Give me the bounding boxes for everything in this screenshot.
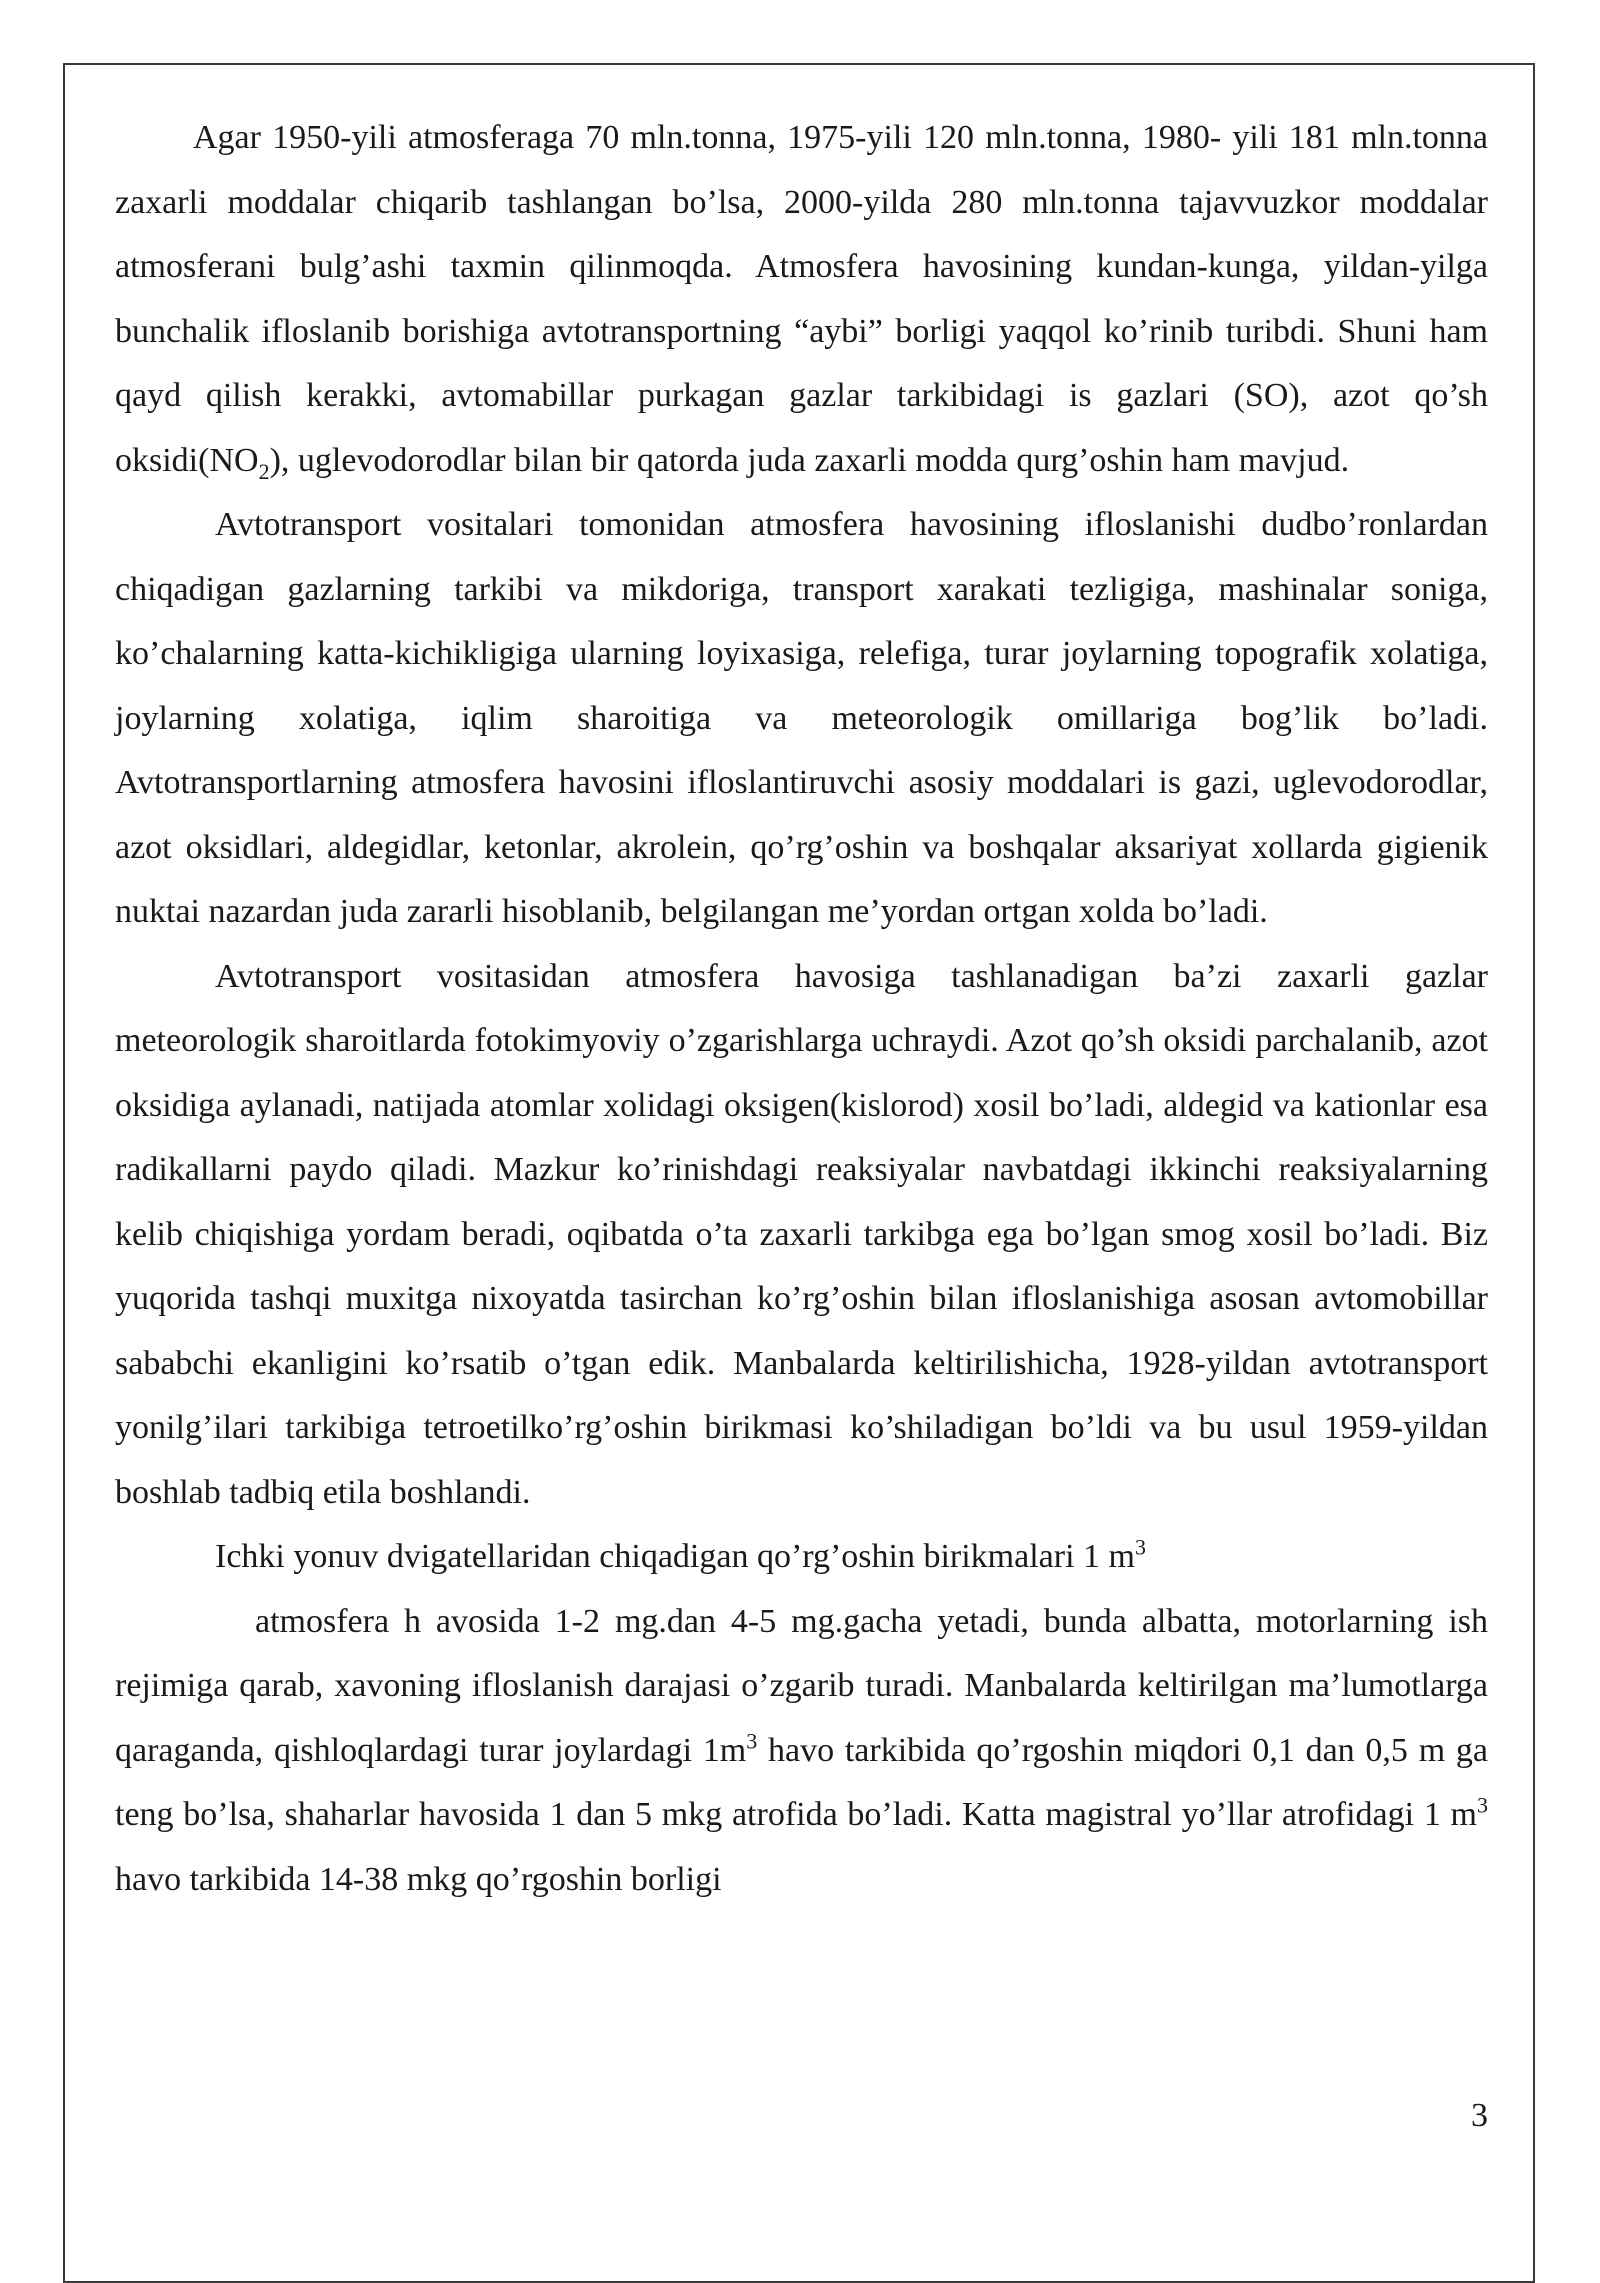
document-body — [115, 106, 1488, 1912]
subscript-2: 2 — [258, 458, 270, 484]
paragraph-2 — [115, 493, 1488, 945]
paragraph-5-text-a: atmosfera h avosida 1-2 mg.dan 4-5 mg.gacha yetadi, bunda albatta, motorlarning ish rejimiga qarab, xavoning ifloslanish darajasi o’zgarib turadi. Manbalarda keltirilgan ma’lumotlarga qaraganda, qishloqlardagi turar joylardagi 1m — [115, 1602, 1488, 1769]
paragraph-2-text: Avtotransport vositalari tomonidan atmosfera havosining ifloslanishi dudbo’ronlardan chiqadigan gazlarning tarkibi va mikdoriga, transport xarakati tezligiga, mashinalar soniga, ko’chalarning katta-kichikligiga ularning loyixasiga, relefiga, turar joylarning topografik xolatiga, joylarning xolatiga, iqlim sharoitiga va meteorologik omillariga bog’lik bo’ladi. Avtotransportlarning atmosfera havosini ifloslantiruvchi asosiy moddalari is gazi, uglevodorodlar, azot oksidlari, aldegidlar, ketonlar, akrolein, qo’rg’oshin va boshqalar aksariyat xollarda gigienik nuktai nazardan juda zararli hisoblanib, belgilangan me’yordan ortgan xolda bo’ladi. — [115, 506, 1488, 930]
superscript-3: 3 — [746, 1728, 758, 1754]
paragraph-4 — [115, 1525, 1488, 1590]
paragraph-1-text-a: Agar 1950-yili atmosferaga 70 mln.tonna, 1975-yili 120 mln.tonna, 1980- yili 181 mln.tonna zaxarli moddalar chiqarib tashlangan bo’lsa, 2000-yilda 280 mln.tonna tajavvuzkor moddalar atmosferani bulg’ashi taxmin qilinmoqda. Atmosfera havosining kundan-kunga, yildan-yilga bunchalik ifloslanib borishiga avtotransportning “aybi” borligi yaqqol ko’rinib turibdi. Shuni ham qayd qilish kerakki, avtomabillar purkagan gazlar tarkibidagi is gazlari (SO), azot qo’sh oksidi(NO — [115, 119, 1488, 479]
paragraph-1 — [115, 106, 1488, 493]
paragraph-3 — [115, 945, 1488, 1526]
paragraph-5-text-c: havo tarkibida 14-38 mkg qo’rgoshin borligi — [115, 1860, 722, 1898]
paragraph-5-text-b: havo tarkibida qo’rgoshin miqdori 0,1 dan 0,5 m ga teng bo’lsa, shaharlar havosida 1 dan 5 mkg atrofida bo’ladi. Katta magistral yo’llar atrofidagi 1 m — [115, 1731, 1488, 1833]
superscript-3: 3 — [1134, 1534, 1146, 1560]
superscript-3: 3 — [1477, 1792, 1488, 1818]
paragraph-3-text: Avtotransport vositasidan atmosfera havosiga tashlanadigan ba’zi zaxarli gazlar meteorologik sharoitlarda fotokimyoviy o’zgarishlarga uchraydi. Azot qo’sh oksidi parchalanib, azot oksidiga aylanadi, natijada atomlar xolidagi oksigen(kislorod) xosil bo’ladi, aldegid va kationlar esa radikallarni paydo qiladi. Mazkur ko’rinishdagi reaksiyalar navbatdagi ikkinchi reaksiyalarning kelib chiqishiga yordam beradi, oqibatda o’ta zaxarli tarkibga ega bo’lgan smog xosil bo’ladi. Biz yuqorida tashqi muxitga nixoyatda tasirchan ko’rg’oshin bilan ifloslanishiga asosan avtomobillar sababchi ekanligini ko’rsatib o’tgan edik. Manbalarda keltirilishicha, 1928-yildan avtotransport yonilg’ilari tarkibiga tetroetilko’rg’oshin birikmasi ko’shiladigan bo’ldi va bu usul 1959-yildan boshlab tadbiq etila boshlandi. — [115, 957, 1488, 1511]
paragraph-1-text-b: ), uglevodorodlar bilan bir qatorda juda zaxarli modda qurg’oshin ham mavjud. — [269, 441, 1350, 479]
paragraph-4-text: Ichki yonuv dvigatellaridan chiqadigan qo’rg’oshin birikmalari 1 m — [215, 1538, 1135, 1575]
page-number: 3 — [1471, 2097, 1488, 2134]
paragraph-5 — [115, 1590, 1488, 1913]
